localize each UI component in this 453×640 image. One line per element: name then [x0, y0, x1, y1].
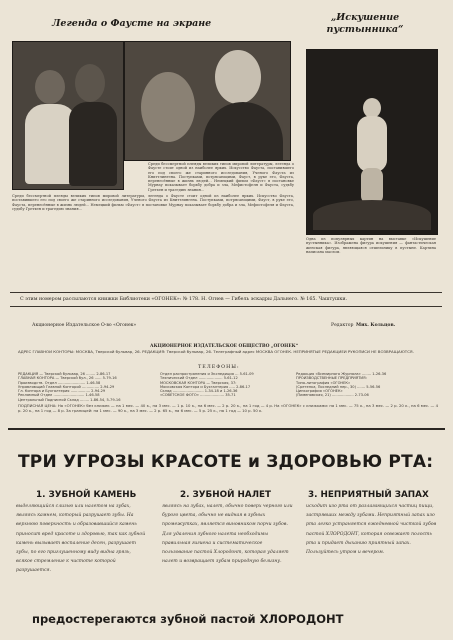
phones-right-column [296, 372, 438, 398]
faust-caption-continuation: Среди бессмертной плеяды великих типов мировой литературы, легенда о Фаусте стоит одной из наиболее ярких. Искусство Фауста, поставившего его под своего же старинного исследования, Ученого Фауста из Книттлингена. Поступками, потрясающими, Фауст, в руке его, Фауста, перенесённые в жизнь людей... Немецкий фильм «Фауст» в постановке Мурнау показывает борьбу добра и зла, Мефистофеля и Фауста, судьбу Гретхен и трагедию знания... [12, 194, 294, 211]
phone-line: Редакция «Всемирного Журнала» ........ 1-26-36 [296, 372, 387, 376]
phone-line: (Сретенка, Последний пер., 30) ....... 5-56-56 [296, 384, 381, 389]
faust-headline: Легенда о Фаусте на экране [52, 18, 212, 29]
editor-label: Редактор [331, 323, 354, 328]
subscription-prices: ПОДПИСНАЯ ЦЕНА: На «ОГОНЕК» без книжек — на 1 мес. — 40 к., на 3 мес. — 1 р. 10 к., на 6 мес. — 2 р. 20 к., на 1 год — 4 р. На «ОГОНЕК» с книжками: на 1 мес. — 75 к., на 3 мес. — 2 р. 20 к., на 6 мес. — 4 р. 20 к., на 1 год — 8 р. За границей: на 1 мес. — 90 к., на 3 мес. — 2 р. 65 к., на 6 мес. — 5 р. 25 к., на 1 год — 10 р. 50 к. [18, 404, 438, 413]
phone-line: Управляющий Главной Конторой ............... 2-94-29 [18, 384, 115, 389]
ad-bottom-line: предостерегаются зубной пастой ХЛОРОДОНТ [32, 612, 344, 626]
ad-headline: ТРИ УГРОЗЫ КРАСОТЕ и ЗДОРОВЬЮ РТА: [18, 452, 434, 472]
phone-line: Технический Отдел ..................... 5-61-12 [160, 376, 238, 381]
faust-still-women-photo [12, 41, 124, 190]
phones-middle-column [160, 372, 292, 398]
phones-left-column [18, 372, 156, 402]
phone-line: МОСКОВСКАЯ КОНТОРА — Тверская, 37: [160, 380, 237, 385]
ad-column1-title: 1. ЗУБНОЙ КАМЕНЬ [36, 490, 137, 500]
phone-line: РЕДАКЦИЯ — Тверской бульвар, 26 ........ 2-86-17 [18, 372, 111, 376]
phone-line: «СОВЕТСКОЕ ФОТО» ..................... 35-71 [160, 393, 236, 398]
phone-line: Рекламный Отдел ........................... 1-46-58 [18, 393, 100, 398]
temptation-painting-photo [306, 49, 438, 235]
phone-line: Склад ........................... 1-34-18 и 1-26-36 [160, 389, 238, 394]
phones-title: ТЕЛЕФОНЫ: [198, 365, 240, 370]
society-name: АКЦИОНЕРНОЕ ИЗДАТЕЛЬСКОЕ ОБЩЕСТВО „ОГОНЕК“ [150, 344, 299, 349]
phone-line: Типо-литография «ОГОНЕК» [296, 380, 351, 385]
phone-line: Московская Контора и Бухгалтерия ..... 2-86-17 [160, 384, 251, 389]
address-line: АДРЕС ГЛАВНОЙ КОНТОРЫ: МОСКВА, Тверской бульвар, 26. РЕДАКЦИЯ: Тверской бульвар, 26. Телеграфный адрес МОСКВА ОГОНЕК. НЕПРИНЯТЫЕ РЕДАКЦИЕЙ РУКОПИСИ НЕ ВОЗВРАЩАЮТСЯ. [18, 350, 414, 354]
phone-line: Производств. Отдел ........................ 1-46-58 [18, 380, 101, 385]
temptation-caption-text: Одна из популярных картин на выставке «Искушение пустынника». Изображена фигура искушения — фантастическая женская фигура, являющаяся отшельнику в пустыне. Картина написана маслом. [306, 237, 436, 254]
faust-still-men-photo [124, 41, 291, 161]
phone-line: (Пименовская, 21) ................... 2-73-06 [296, 393, 369, 398]
library-notice: С этим номером рассылаются книжки Библиотеки «ОГОНЕК»: № 178. Н. Огнев — Гибель эскадры Дальнего. № 165. Чаштушки. [20, 297, 348, 302]
phone-line: Отдел распространения и Экспедиция ... 5-61-09 [160, 372, 254, 376]
faust-caption-text: Среди бессмертной плеяды великих типов мировой литературы, легенда о Фаусте стоит одной из наиболее ярких. Искусство Фауста, поставившего его под своего же старинного исследования, Ученого Фауста из Книттлингена. Поступками, потрясающими, Фауст, в руке его, Фауста, перенесённые в жизнь людей... Немецкий фильм «Фауст» в постановке Мурнау показывает борьбу добра и зла, Мефистофеля и Фауста, судьбу Гретхен и трагедию знания... [148, 162, 294, 192]
publisher-name: Акционерное Издательское О-во «Огонек» [32, 323, 137, 328]
ad-column3-title: 3. НЕПРИЯТНЫЙ ЗАПАХ [308, 490, 429, 500]
editor-name: Мих. Кольцов. [356, 323, 396, 328]
temptation-headline: „Искушение пустынника“ [326, 12, 404, 35]
phone-line: Центральный Подписной Склад ........ 1-86-54, 5-79-16 [18, 397, 121, 402]
phone-line: ГЛАВНАЯ КОНТОРА — Тверской бул., 26 ...... 5-79-16 [18, 376, 117, 381]
phone-line: Гл. Контора и Бухгалтерия ................. 2-94-29 [18, 389, 106, 394]
ad-column1-text: выделяющийся слизью или налетом на зубах, являясь камнем, который разрушает зубы. На верхнюю поверхность и образовавшийся камень приносит вред красоте и здоровью, так как зубной камень вызывает воспаление десен, разрушает зубы, по его приглушенному виду видна грязь, всякое стремление к чистоте которой разрушается. [16, 504, 146, 574]
ad-column3-text: исходит изо рта от разлагающихся частиц пищи, застрявших между зубами. Неприятный запах изо рта легко устраняется ежедневной чисткой зубов пастой ХЛОРОДОНТ, которая освежает полость рта и придает дыханию приятный запах. Пользуйтесь утром и вечером. [306, 504, 437, 556]
phone-line: Цинкография «ОГОНЕК» [296, 389, 343, 394]
ad-column2-text: являясь на зубах, налет, обычно поверх черного или бурого цвета, обычно не видная в зубных промежутках, является виновником порчи зубов. Для удаления зубного налета необходимы правильная гигиена и систематическое пользование пастой Хлородонт, которая удаляет налет и возвращает зубам природную белизну. [162, 504, 293, 565]
ad-column2-title: 2. ЗУБНОЙ НАЛЕТ [180, 490, 272, 500]
phone-line: ПРОИЗВОДСТВЕННЫЕ ПРЕДПРИЯТИЯ: [296, 376, 367, 381]
